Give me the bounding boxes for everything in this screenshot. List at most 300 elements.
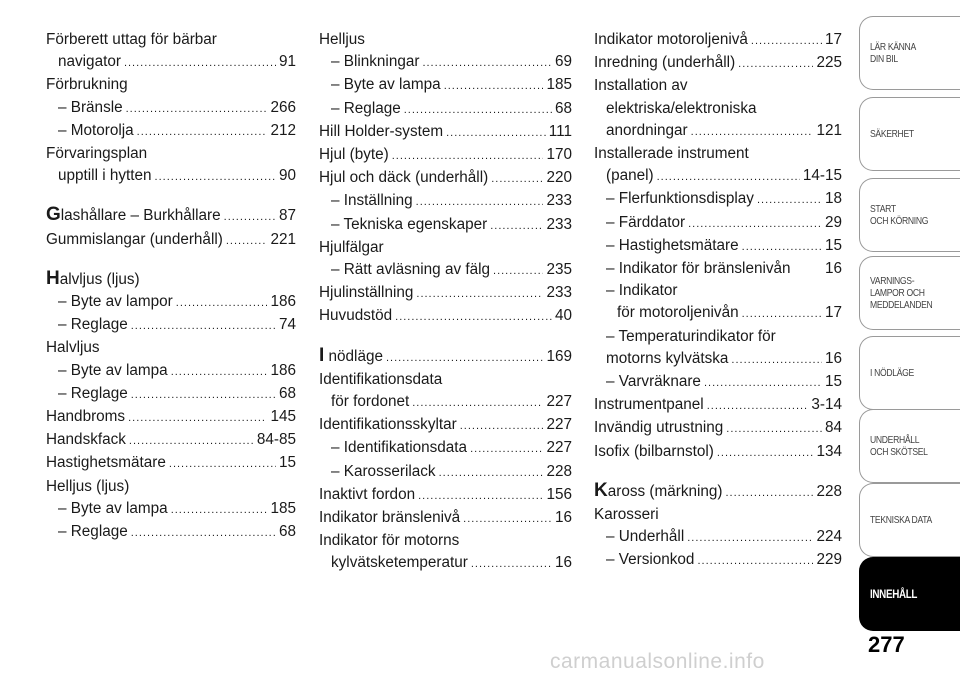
dot-leader	[395, 306, 552, 328]
index-entry-page: 185	[270, 499, 296, 517]
index-entry-text	[594, 143, 749, 165]
dot-leader	[493, 260, 543, 282]
dot-leader	[171, 499, 268, 521]
index-entry-label: Helljus (ljus)	[46, 477, 130, 495]
index-entry-text	[58, 521, 128, 543]
index-entry	[594, 143, 842, 165]
index-entry-text	[606, 188, 754, 210]
dot-leader	[155, 166, 276, 188]
dot-leader	[757, 189, 822, 211]
index-entry-label: nödläge	[324, 347, 383, 365]
dot-leader	[176, 292, 268, 314]
index-entry-page: 266	[270, 98, 296, 116]
index-entry	[46, 268, 296, 291]
index-entry	[46, 406, 296, 429]
index-entry-label: – Flerfunktionsdisplay	[606, 190, 754, 208]
index-entry	[46, 452, 296, 475]
index-entry-text	[319, 167, 488, 189]
dot-leader	[392, 145, 544, 167]
index-entry-page: 87	[278, 207, 296, 225]
index-entry-text	[606, 326, 776, 348]
index-entry-label: – Hastighetsmätare	[606, 236, 739, 254]
index-entry-label: för motoroljenivån	[617, 304, 739, 322]
index-entry-label: för fordonet	[331, 393, 410, 411]
chapter-tab[interactable]	[859, 97, 960, 171]
dot-leader	[416, 191, 544, 213]
index-entry-label: Indikator motoroljenivå	[594, 31, 748, 48]
index-entry-label: navigator	[58, 53, 121, 71]
dot-leader	[688, 213, 822, 235]
dot-leader	[169, 453, 276, 475]
index-entry-page: 235	[546, 261, 572, 279]
index-entry-text	[606, 549, 694, 571]
index-entry-text	[319, 29, 365, 51]
index-entry-page: 15	[278, 454, 296, 472]
dot-leader	[444, 75, 544, 97]
index-entry-text	[319, 305, 392, 327]
index-entry	[594, 302, 842, 325]
index-entry-page: 224	[816, 528, 842, 546]
index-entry-label: Invändig utrustning	[594, 419, 724, 437]
chapter-tab-label: UNDERHÅLL OCH SKÖTSEL	[870, 434, 928, 458]
index-entry	[594, 280, 842, 302]
section-gap	[46, 188, 296, 204]
dot-leader	[731, 349, 822, 371]
index-entry	[594, 480, 842, 504]
section-letter: I	[319, 344, 325, 366]
index-entry-label: lashållare – Burkhållare	[60, 207, 221, 225]
index-entry-text	[46, 268, 140, 291]
index-entry-text	[58, 165, 152, 187]
index-entry-text	[606, 371, 701, 393]
index-entry-page: 3-14	[811, 396, 842, 414]
index-entry	[594, 348, 842, 371]
index-entry-text	[46, 29, 217, 51]
index-entry-text	[331, 391, 409, 413]
index-entry-label: – Varvräknare	[606, 373, 701, 391]
index-entry-text	[46, 476, 129, 498]
index-entry-text	[594, 417, 723, 439]
index-entry-page: 225	[816, 54, 842, 72]
index-entry-text	[594, 29, 748, 51]
index-entry-label: – Reglage	[58, 316, 128, 334]
index-entry-page: 17	[824, 304, 842, 322]
index-entry-page: 16	[554, 509, 572, 527]
index-entry-text	[58, 97, 123, 119]
index-entry-page: 40	[554, 307, 572, 325]
index-entry	[319, 552, 572, 575]
dot-leader	[691, 121, 814, 143]
index-entry	[594, 120, 842, 143]
index-entry-page: 84	[824, 419, 842, 437]
chapter-tab-label: TEKNISKA DATA	[870, 514, 932, 526]
index-entry-text	[46, 429, 126, 451]
index-entry	[594, 165, 842, 188]
index-entry-text	[594, 441, 714, 463]
index-entry	[46, 476, 296, 498]
index-entry-text	[319, 530, 459, 552]
index-entry	[594, 371, 842, 394]
index-entry	[319, 437, 572, 460]
index-entry-text	[58, 120, 134, 142]
index-entry-page: 227	[546, 416, 572, 434]
index-entry	[46, 314, 296, 337]
dot-leader	[460, 415, 544, 437]
index-entry-text	[606, 120, 688, 142]
index-entry-text	[594, 75, 688, 97]
chapter-tab[interactable]	[859, 409, 960, 483]
index-entry	[319, 167, 572, 190]
index-entry-page: 145	[270, 408, 296, 426]
index-entry-label: Indikator för motorns	[319, 532, 460, 550]
index-entry-text	[331, 98, 401, 120]
index-entry-text	[319, 484, 415, 506]
index-entry	[594, 326, 842, 348]
index-entry-page: 18	[824, 190, 842, 208]
chapter-tab-label: VARNINGS- LAMPOR OCH MEDDELANDEN	[870, 275, 933, 311]
index-entry	[319, 507, 572, 530]
section-gap	[46, 252, 296, 268]
index-entry-text	[58, 51, 121, 73]
dot-leader	[726, 418, 822, 440]
index-entry-label: Indikator bränslenivå	[319, 509, 461, 527]
index-entry-label: motorns kylvätska	[606, 349, 729, 367]
index-entry-label: – Temperaturindikator för	[606, 327, 776, 345]
index-entry-label: Förvaringsplan	[46, 145, 148, 163]
index-entry-text	[594, 504, 659, 526]
index-column-1	[46, 29, 296, 544]
index-entry-label: – Bränsle	[58, 98, 123, 116]
chapter-tab-label: START OCH KÖRNING	[870, 203, 929, 227]
index-entry-label: – Indikator för bränslenivån	[606, 260, 791, 278]
chapter-tab[interactable]	[859, 483, 960, 557]
index-entry-text	[606, 235, 739, 257]
dot-leader	[717, 442, 814, 464]
index-entry	[594, 75, 842, 97]
page-number: 277	[868, 632, 905, 657]
index-entry-page: 68	[278, 523, 296, 541]
index-entry-label: – Indikator	[606, 282, 678, 300]
dot-leader	[491, 168, 543, 190]
index-entry	[319, 214, 572, 237]
section-letter: H	[46, 267, 60, 289]
dot-leader	[418, 485, 543, 507]
index-entry	[594, 212, 842, 235]
index-entry-label: – Rätt avläsning av fälg	[331, 261, 491, 279]
index-entry-label: – Byte av lampor	[58, 293, 173, 311]
index-entry-label: Installerade instrument	[594, 145, 749, 163]
index-entry-label: Gummislangar (underhåll)	[46, 230, 223, 248]
index-entry-text	[46, 74, 128, 96]
index-entry	[46, 498, 296, 521]
section-letter: G	[46, 204, 61, 226]
index-entry-text	[606, 280, 677, 302]
section-letter: K	[594, 479, 608, 501]
dot-leader	[412, 392, 543, 414]
index-entry	[46, 337, 296, 359]
chapter-tab-label: SÄKERHET	[870, 128, 914, 140]
index-entry-label: – Reglage	[58, 523, 128, 541]
index-entry-label: Instrumentpanel	[594, 396, 704, 414]
index-entry-label: Hill Holder-system	[319, 122, 444, 140]
index-entry-label: – Byte av lampa	[331, 76, 441, 94]
section-gap	[594, 464, 842, 480]
index-entry-text	[331, 74, 441, 96]
dot-leader	[704, 372, 822, 394]
index-entry-label: Förbrukning	[46, 76, 128, 94]
index-entry	[594, 98, 842, 120]
dot-leader	[471, 553, 552, 575]
dot-leader	[131, 384, 276, 406]
index-entry	[46, 521, 296, 544]
index-entry-page: 233	[546, 215, 572, 233]
index-entry-page: 16	[824, 260, 842, 278]
index-entry-label: Isofix (bilbarnstol)	[594, 442, 714, 460]
index-entry	[594, 188, 842, 211]
index-entry-text	[331, 461, 436, 483]
index-entry-label: – Versionkod	[606, 551, 695, 569]
watermark: carmanualsonline.info	[550, 650, 765, 673]
index-entry	[319, 345, 572, 369]
index-entry	[46, 383, 296, 406]
index-entry-label: Hjul (byte)	[319, 146, 389, 164]
index-entry-page: 228	[546, 462, 572, 480]
index-entry-label: alvljus (ljus)	[59, 270, 140, 288]
index-entry	[594, 549, 842, 572]
index-entry-text	[46, 229, 223, 251]
index-entry	[594, 526, 842, 549]
index-entry-label: Handbroms	[46, 408, 126, 426]
index-entry	[319, 461, 572, 484]
index-entry	[319, 190, 572, 213]
chapter-tab-label: INNEHÅLL	[870, 587, 918, 601]
index-entry-label: – Underhåll	[606, 528, 685, 546]
index-entry-text	[606, 348, 728, 370]
chapter-tab[interactable]	[859, 16, 960, 90]
index-entry-label: Helljus	[319, 31, 365, 48]
index-entry	[594, 394, 842, 417]
section-gap	[319, 329, 572, 345]
index-entry	[319, 391, 572, 414]
index-entry-label: (panel)	[606, 167, 654, 185]
index-entry-label: Karosseri	[594, 506, 659, 524]
dot-leader	[697, 550, 813, 572]
index-entry-label: – Tekniska egenskaper	[331, 215, 488, 233]
index-entry-label: Hjul och däck (underhåll)	[319, 169, 489, 187]
index-entry	[46, 143, 296, 165]
index-entry-label: aross (märkning)	[607, 482, 723, 500]
index-entry	[46, 29, 296, 51]
index-entry-text	[319, 121, 443, 143]
index-entry-page: 29	[824, 213, 842, 231]
index-entry-label: upptill i hytten	[58, 167, 152, 185]
index-entry-label: Inredning (underhåll)	[594, 54, 736, 72]
dot-leader	[490, 215, 543, 237]
index-entry-page: 74	[278, 316, 296, 334]
index-entry-text	[58, 498, 168, 520]
index-entry-text	[594, 480, 723, 503]
chapter-tab-label: I NÖDLÄGE	[870, 367, 914, 379]
dot-leader	[128, 407, 267, 429]
chapter-tab[interactable]	[859, 557, 960, 631]
index-entry-label: Huvudstöd	[319, 307, 393, 325]
index-entry-label: Halvljus	[46, 339, 100, 357]
index-entry-page: 84-85	[256, 431, 296, 449]
index-entry	[319, 530, 572, 552]
index-entry-text	[594, 394, 704, 416]
chapter-tab[interactable]	[859, 256, 960, 330]
index-entry-label: Hjulinställning	[319, 284, 414, 302]
index-entry-text	[319, 144, 389, 166]
dot-leader	[687, 527, 813, 549]
dot-leader	[386, 347, 543, 369]
index-entry-text	[46, 406, 125, 428]
dot-leader	[742, 303, 822, 325]
index-entry-label: – Färddator	[606, 213, 686, 231]
index-entry-page: 233	[546, 284, 572, 302]
index-entry	[319, 121, 572, 144]
index-entry-text	[319, 414, 457, 436]
index-entry	[319, 282, 572, 305]
index-entry-label: Hjulfälgar	[319, 238, 384, 256]
index-entry-page: 186	[270, 361, 296, 379]
chapter-tabs-sidebar	[859, 0, 960, 677]
dot-leader	[404, 99, 552, 121]
index-entry-text	[606, 526, 684, 548]
index-entry-text	[594, 52, 735, 74]
index-entry-text	[58, 360, 168, 382]
index-entry	[594, 52, 842, 75]
dot-leader	[707, 395, 809, 417]
index-entry-page: 91	[278, 53, 296, 71]
dot-leader	[126, 98, 268, 120]
index-entry-page: 228	[816, 482, 842, 500]
index-entry	[319, 74, 572, 97]
index-entry	[319, 144, 572, 167]
index-entry-page: 156	[546, 485, 572, 503]
index-entry	[319, 484, 572, 507]
index-entry-label: – Byte av lampa	[58, 361, 168, 379]
index-column-2	[319, 29, 572, 576]
index-entry-page: 220	[546, 169, 572, 187]
index-entry	[319, 414, 572, 437]
index-entry-label: anordningar	[606, 121, 688, 139]
index-entry	[46, 165, 296, 188]
dot-leader	[124, 52, 276, 74]
index-entry-label: – Identifikationsdata	[331, 439, 468, 457]
dot-leader	[416, 283, 543, 305]
index-entry-text	[606, 212, 685, 234]
index-entry-label: Hastighetsmätare	[46, 454, 166, 472]
index-entry-page: 170	[546, 146, 572, 164]
index-entry	[594, 441, 842, 464]
dot-leader	[726, 482, 814, 504]
index-entry-page: 227	[546, 393, 572, 411]
index-entry-text	[319, 507, 460, 529]
index-entry-label: Identifikationsdata	[319, 370, 443, 388]
index-entry-page: 169	[546, 347, 572, 365]
index-entry	[319, 98, 572, 121]
index-entry-label: Identifikationsskyltar	[319, 416, 457, 434]
index-entry-page: 15	[824, 236, 842, 254]
dot-leader	[137, 121, 268, 143]
index-entry-text	[58, 314, 128, 336]
dot-leader	[446, 122, 546, 144]
dot-leader	[226, 230, 268, 252]
index-entry	[319, 259, 572, 282]
index-entry-label: Inaktivt fordon	[319, 485, 416, 503]
dot-leader	[422, 52, 552, 74]
dot-leader	[439, 462, 544, 484]
index-entry-page: 15	[824, 373, 842, 391]
index-entry-text	[331, 259, 490, 281]
chapter-tab[interactable]	[859, 178, 960, 252]
index-entry	[594, 29, 842, 52]
index-entry-text	[46, 337, 100, 359]
index-entry-text	[58, 383, 128, 405]
index-entry	[594, 258, 842, 280]
index-entry-label: elektriska/elektroniska	[606, 99, 757, 117]
index-entry-label: Installation av	[594, 77, 688, 95]
index-entry-page: 227	[546, 439, 572, 457]
index-entry-page: 111	[548, 122, 572, 140]
index-entry-label: – Reglage	[331, 99, 401, 117]
index-entry-text	[319, 282, 413, 304]
index-entry	[594, 235, 842, 258]
index-entry-page: 186	[270, 293, 296, 311]
index-entry-text	[331, 190, 413, 212]
dot-leader	[742, 236, 822, 258]
index-entry-text	[46, 204, 221, 227]
index-entry-page: 134	[816, 442, 842, 460]
index-entry-label: – Blinkningar	[331, 53, 420, 71]
index-entry-text	[331, 214, 487, 236]
index-entry-text	[617, 302, 739, 324]
index-entry	[46, 74, 296, 96]
index-entry-page: 68	[554, 99, 572, 117]
index-entry	[46, 360, 296, 383]
dot-leader	[751, 30, 822, 52]
index-entry-page: 69	[554, 53, 572, 71]
index-entry	[594, 504, 842, 526]
index-entry-page: 16	[554, 554, 572, 572]
index-entry-label: Förberett uttag för bärbar	[46, 31, 217, 48]
index-entry-text	[58, 291, 173, 313]
dot-leader	[470, 438, 543, 460]
index-entry-page: 185	[546, 76, 572, 94]
index-column-3	[594, 29, 842, 573]
dot-leader	[224, 206, 276, 228]
index-entry	[319, 237, 572, 259]
index-entry-page: 229	[816, 551, 842, 569]
index-entry	[319, 51, 572, 74]
index-entry-label: Handskfack	[46, 431, 126, 449]
dot-leader	[129, 430, 254, 452]
index-entry-page: 17	[824, 31, 842, 48]
index-entry	[46, 291, 296, 314]
index-entry-label: – Karosserilack	[331, 462, 436, 480]
index-entry	[319, 29, 572, 51]
index-entry	[594, 417, 842, 440]
chapter-tab[interactable]	[859, 336, 960, 410]
dot-leader	[131, 522, 276, 544]
dot-leader	[131, 315, 276, 337]
index-entry-page: 16	[824, 349, 842, 367]
index-entry	[46, 204, 296, 228]
index-entry-page: 221	[270, 230, 296, 248]
dot-leader	[738, 53, 813, 75]
index-entry-text	[319, 345, 383, 368]
